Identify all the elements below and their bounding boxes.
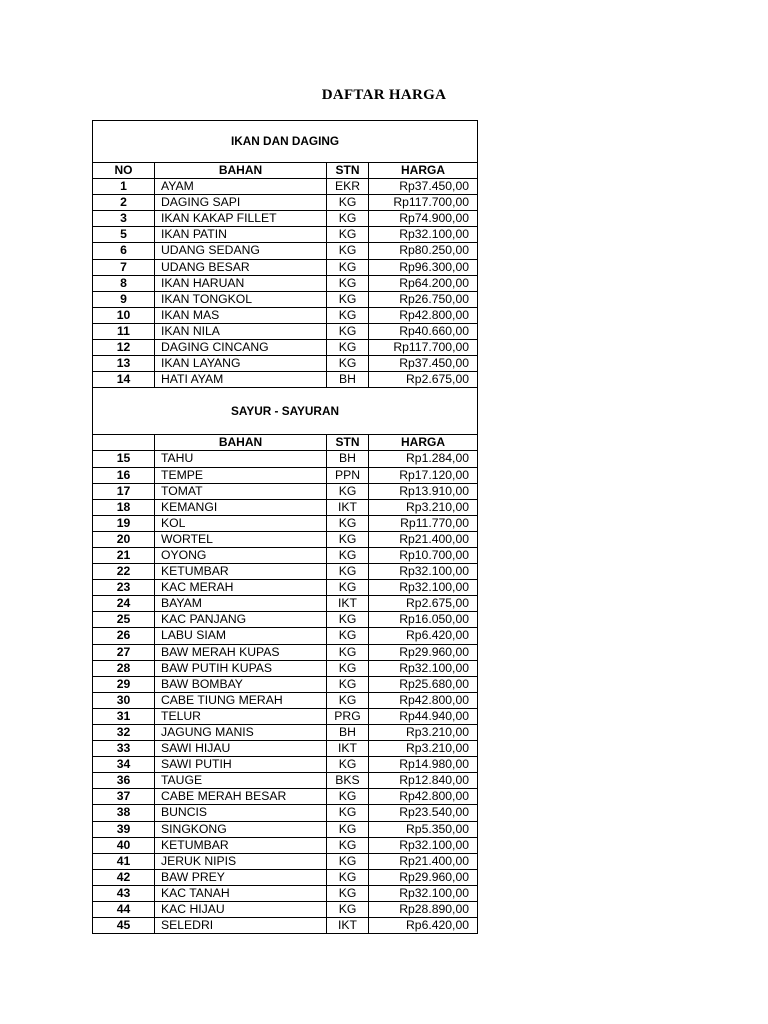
item-name: BAYAM (155, 596, 327, 612)
item-name: IKAN PATIN (155, 227, 327, 243)
item-name: BAW PREY (155, 869, 327, 885)
item-unit: KG (327, 644, 369, 660)
item-price: Rp42.800,00 (369, 789, 478, 805)
item-name: TAUGE (155, 773, 327, 789)
item-price: Rp3.210,00 (369, 499, 478, 515)
item-name: KEMANGI (155, 499, 327, 515)
item-name: IKAN HARUAN (155, 275, 327, 291)
item-unit: IKT (327, 499, 369, 515)
table-row (93, 179, 478, 195)
row-number: 37 (93, 789, 155, 805)
item-name: SAWI PUTIH (155, 757, 327, 773)
item-unit: KG (327, 323, 369, 339)
item-price: Rp16.050,00 (369, 612, 478, 628)
item-unit: KG (327, 564, 369, 580)
header-stn: STN (327, 435, 369, 451)
item-price: Rp37.450,00 (369, 356, 478, 372)
row-number: 32 (93, 725, 155, 741)
item-name: BAW BOMBAY (155, 676, 327, 692)
row-number: 27 (93, 644, 155, 660)
item-name: SELEDRI (155, 918, 327, 934)
header-bahan: BAHAN (155, 163, 327, 179)
row-number: 33 (93, 741, 155, 757)
item-price: Rp32.100,00 (369, 227, 478, 243)
item-name: IKAN KAKAP FILLET (155, 211, 327, 227)
table-row (93, 195, 478, 211)
row-number: 9 (93, 291, 155, 307)
item-unit: KG (327, 531, 369, 547)
row-number: 41 (93, 853, 155, 869)
item-price: Rp42.800,00 (369, 692, 478, 708)
item-price: Rp32.100,00 (369, 885, 478, 901)
item-name: IKAN MAS (155, 307, 327, 323)
item-unit: KG (327, 805, 369, 821)
table-row (93, 467, 478, 483)
item-price: Rp3.210,00 (369, 741, 478, 757)
item-unit: KG (327, 340, 369, 356)
item-price: Rp74.900,00 (369, 211, 478, 227)
row-number: 18 (93, 499, 155, 515)
item-name: TOMAT (155, 483, 327, 499)
row-number: 19 (93, 515, 155, 531)
item-name: BUNCIS (155, 805, 327, 821)
item-price: Rp117.700,00 (369, 340, 478, 356)
item-price: Rp32.100,00 (369, 580, 478, 596)
header-no: NO (93, 163, 155, 179)
item-unit: EKR (327, 179, 369, 195)
table-row (93, 660, 478, 676)
item-name: JAGUNG MANIS (155, 725, 327, 741)
table-row (93, 692, 478, 708)
table-row (93, 741, 478, 757)
row-number: 8 (93, 275, 155, 291)
header-harga: HARGA (369, 163, 478, 179)
item-name: CABE TIUNG MERAH (155, 692, 327, 708)
item-name: IKAN NILA (155, 323, 327, 339)
item-unit: KG (327, 676, 369, 692)
item-price: Rp10.700,00 (369, 547, 478, 563)
item-unit: KG (327, 259, 369, 275)
item-name: IKAN LAYANG (155, 356, 327, 372)
price-table-body (93, 121, 478, 934)
item-name: UDANG BESAR (155, 259, 327, 275)
section-title: IKAN DAN DAGING (93, 121, 478, 163)
row-number: 20 (93, 531, 155, 547)
table-row (93, 644, 478, 660)
row-number: 11 (93, 323, 155, 339)
item-unit: KG (327, 243, 369, 259)
row-number: 38 (93, 805, 155, 821)
item-price: Rp32.100,00 (369, 660, 478, 676)
item-name: BAW MERAH KUPAS (155, 644, 327, 660)
item-price: Rp40.660,00 (369, 323, 478, 339)
item-name: DAGING SAPI (155, 195, 327, 211)
table-row (93, 612, 478, 628)
item-name: BAW PUTIH KUPAS (155, 660, 327, 676)
table-row (93, 596, 478, 612)
item-unit: PPN (327, 467, 369, 483)
item-unit: KG (327, 789, 369, 805)
table-row (93, 837, 478, 853)
item-price: Rp1.284,00 (369, 451, 478, 467)
section-title-row (93, 121, 478, 163)
row-number: 10 (93, 307, 155, 323)
item-name: IKAN TONGKOL (155, 291, 327, 307)
item-price: Rp25.680,00 (369, 676, 478, 692)
table-row (93, 773, 478, 789)
item-unit: KG (327, 483, 369, 499)
row-number: 22 (93, 564, 155, 580)
item-name: KAC TANAH (155, 885, 327, 901)
item-price: Rp12.840,00 (369, 773, 478, 789)
item-name: KAC PANJANG (155, 612, 327, 628)
item-unit: BH (327, 451, 369, 467)
row-number: 43 (93, 885, 155, 901)
item-name: OYONG (155, 547, 327, 563)
row-number: 44 (93, 902, 155, 918)
table-row (93, 853, 478, 869)
item-unit: KG (327, 757, 369, 773)
item-price: Rp11.770,00 (369, 515, 478, 531)
item-price: Rp6.420,00 (369, 628, 478, 644)
table-row (93, 725, 478, 741)
item-price: Rp117.700,00 (369, 195, 478, 211)
table-row (93, 805, 478, 821)
item-price: Rp32.100,00 (369, 837, 478, 853)
section-title: SAYUR - SAYURAN (93, 388, 478, 435)
column-header-row (93, 435, 478, 451)
table-row (93, 372, 478, 388)
item-price: Rp80.250,00 (369, 243, 478, 259)
item-price: Rp3.210,00 (369, 725, 478, 741)
row-number: 29 (93, 676, 155, 692)
row-number: 31 (93, 708, 155, 724)
item-unit: KG (327, 660, 369, 676)
table-row (93, 902, 478, 918)
item-price: Rp2.675,00 (369, 596, 478, 612)
item-price: Rp28.890,00 (369, 902, 478, 918)
table-row (93, 676, 478, 692)
item-unit: KG (327, 356, 369, 372)
row-number: 23 (93, 580, 155, 596)
table-row (93, 291, 478, 307)
page-title: DAFTAR HARGA (321, 87, 447, 103)
section-title-row (93, 388, 478, 435)
row-number: 25 (93, 612, 155, 628)
item-unit: KG (327, 211, 369, 227)
item-name: DAGING CINCANG (155, 340, 327, 356)
item-name: HATI AYAM (155, 372, 327, 388)
table-row (93, 580, 478, 596)
item-unit: KG (327, 307, 369, 323)
item-unit: KG (327, 869, 369, 885)
item-price: Rp42.800,00 (369, 307, 478, 323)
header-bahan: BAHAN (155, 435, 327, 451)
item-name: UDANG SEDANG (155, 243, 327, 259)
table-row (93, 211, 478, 227)
item-unit: IKT (327, 596, 369, 612)
row-number: 17 (93, 483, 155, 499)
item-name: KETUMBAR (155, 837, 327, 853)
table-row (93, 708, 478, 724)
item-unit: KG (327, 853, 369, 869)
table-row (93, 564, 478, 580)
table-row (93, 356, 478, 372)
row-number: 5 (93, 227, 155, 243)
item-price: Rp44.940,00 (369, 708, 478, 724)
item-name: KOL (155, 515, 327, 531)
row-number: 15 (93, 451, 155, 467)
row-number: 24 (93, 596, 155, 612)
row-number: 14 (93, 372, 155, 388)
item-unit: IKT (327, 741, 369, 757)
item-unit: PRG (327, 708, 369, 724)
table-row (93, 628, 478, 644)
table-row (93, 483, 478, 499)
item-unit: IKT (327, 918, 369, 934)
item-unit: KG (327, 902, 369, 918)
item-unit: KG (327, 547, 369, 563)
table-row (93, 918, 478, 934)
item-name: KAC MERAH (155, 580, 327, 596)
item-price: Rp21.400,00 (369, 853, 478, 869)
item-unit: KG (327, 291, 369, 307)
row-number: 16 (93, 467, 155, 483)
row-number: 34 (93, 757, 155, 773)
item-price: Rp29.960,00 (369, 869, 478, 885)
row-number: 26 (93, 628, 155, 644)
item-unit: KG (327, 837, 369, 853)
item-name: AYAM (155, 179, 327, 195)
row-number: 2 (93, 195, 155, 211)
item-price: Rp37.450,00 (369, 179, 478, 195)
price-table (92, 120, 478, 934)
table-row (93, 307, 478, 323)
table-row (93, 259, 478, 275)
item-name: SAWI HIJAU (155, 741, 327, 757)
item-price: Rp14.980,00 (369, 757, 478, 773)
item-unit: KG (327, 885, 369, 901)
table-row (93, 531, 478, 547)
table-row (93, 499, 478, 515)
row-number: 7 (93, 259, 155, 275)
item-price: Rp2.675,00 (369, 372, 478, 388)
row-number: 12 (93, 340, 155, 356)
item-price: Rp96.300,00 (369, 259, 478, 275)
item-price: Rp13.910,00 (369, 483, 478, 499)
item-unit: KG (327, 580, 369, 596)
row-number: 6 (93, 243, 155, 259)
row-number: 39 (93, 821, 155, 837)
row-number: 40 (93, 837, 155, 853)
row-number: 28 (93, 660, 155, 676)
table-row (93, 885, 478, 901)
header-harga: HARGA (369, 435, 478, 451)
item-unit: BH (327, 725, 369, 741)
row-number: 1 (93, 179, 155, 195)
item-price: Rp6.420,00 (369, 918, 478, 934)
item-unit: KG (327, 628, 369, 644)
table-row (93, 757, 478, 773)
item-name: KETUMBAR (155, 564, 327, 580)
row-number: 30 (93, 692, 155, 708)
item-name: LABU SIAM (155, 628, 327, 644)
table-row (93, 821, 478, 837)
header-stn: STN (327, 163, 369, 179)
item-name: WORTEL (155, 531, 327, 547)
item-price: Rp23.540,00 (369, 805, 478, 821)
header-no (93, 435, 155, 451)
item-name: CABE MERAH BESAR (155, 789, 327, 805)
item-unit: BH (327, 372, 369, 388)
table-row (93, 515, 478, 531)
item-name: TELUR (155, 708, 327, 724)
item-unit: BKS (327, 773, 369, 789)
item-unit: KG (327, 692, 369, 708)
item-unit: KG (327, 195, 369, 211)
row-number: 45 (93, 918, 155, 934)
item-unit: KG (327, 821, 369, 837)
table-row (93, 227, 478, 243)
table-row (93, 451, 478, 467)
item-name: KAC HIJAU (155, 902, 327, 918)
item-price: Rp21.400,00 (369, 531, 478, 547)
column-header-row (93, 163, 478, 179)
item-name: TAHU (155, 451, 327, 467)
row-number: 3 (93, 211, 155, 227)
table-row (93, 789, 478, 805)
item-unit: KG (327, 227, 369, 243)
item-price: Rp32.100,00 (369, 564, 478, 580)
item-name: SINGKONG (155, 821, 327, 837)
row-number: 13 (93, 356, 155, 372)
row-number: 42 (93, 869, 155, 885)
row-number: 21 (93, 547, 155, 563)
table-row (93, 323, 478, 339)
item-price: Rp29.960,00 (369, 644, 478, 660)
item-name: JERUK NIPIS (155, 853, 327, 869)
table-row (93, 340, 478, 356)
item-unit: KG (327, 275, 369, 291)
item-name: TEMPE (155, 467, 327, 483)
item-unit: KG (327, 515, 369, 531)
item-price: Rp5.350,00 (369, 821, 478, 837)
table-row (93, 547, 478, 563)
row-number: 36 (93, 773, 155, 789)
item-price: Rp26.750,00 (369, 291, 478, 307)
item-price: Rp64.200,00 (369, 275, 478, 291)
item-price: Rp17.120,00 (369, 467, 478, 483)
item-unit: KG (327, 612, 369, 628)
table-row (93, 275, 478, 291)
table-row (93, 243, 478, 259)
table-row (93, 869, 478, 885)
